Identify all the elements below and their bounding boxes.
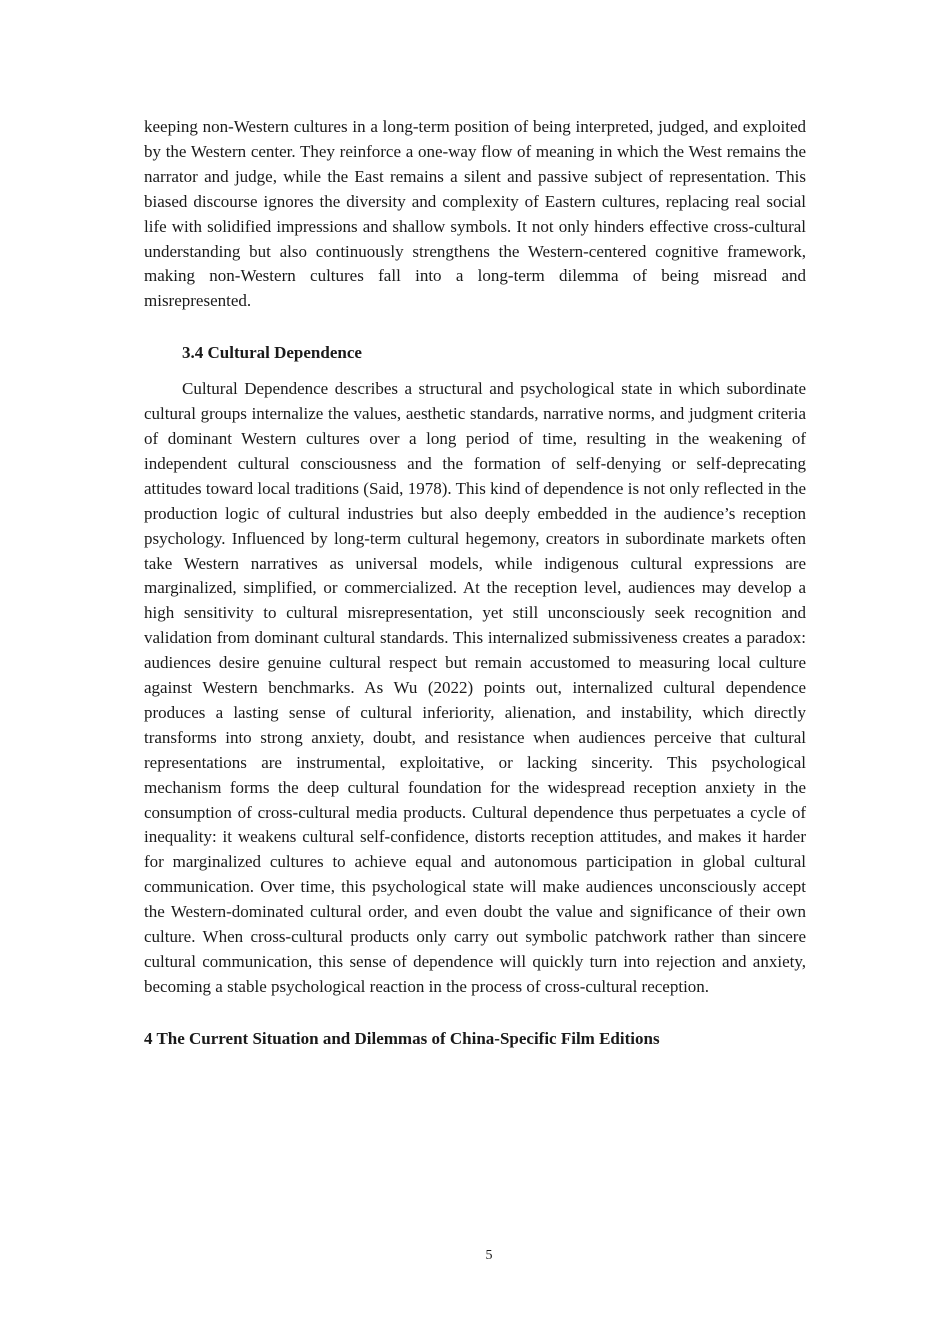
page-body [144,115,806,1052]
section-heading: 4 The Current Situation and Dilemmas of China-Specific Film Editions [144,1028,660,1048]
subsection-heading: 3.4 Cultural Dependence [182,343,362,363]
paragraph-cultural-dependence: Cultural Dependence describes a structural and psychological state in which subordinate cultural groups internalize the values, aesthetic standards, narrative norms, and judgment criteria of dominant Western cultures over a long period of time, resulting in the weakening of independent cultural consciousness and the formation of self-denying or self-deprecating attitudes toward local traditions (Said, 1978). This kind of dependence is not only reflected in the production logic of cultural industries but also deeply embedded in the audience’s reception psychology. Influenced by long-term cultural hegemony, creators in subordinate markets often take Western narratives as universal models, while indigenous cultural expressions are marginalized, simplified, or commercialized. At the reception level, audiences may develop a high sensitivity to cultural misrepresentation, yet still unconsciously seek recognition and validation from dominant cultural standards. This internalized submissiveness creates a paradox: audiences desire genuine cultural respect but remain accustomed to measuring local culture against Western benchmarks. As Wu (2022) points out, internalized cultural dependence produces a lasting sense of cultural inferiority, alienation, and instability, which directly transforms into strong anxiety, doubt, and resistance when audiences perceive that cultural representations are instrumental, exploitative, or lacking sincerity. This psychological mechanism forms the deep cultural foundation for the widespread reception anxiety in the consumption of cross-cultural media products. Cultural dependence thus perpetuates a cycle of inequality: it weakens cultural self-confidence, distorts reception attitudes, and makes it harder for marginalized cultures to achieve equal and autonomous participation in global cultural communication. Over time, this psychological state will make audiences unconsciously accept the Western-dominated cultural order, and even doubt the value and significance of their own culture. When cross-cultural products only carry out symbolic patchwork rather than sincere cultural communication, this sense of dependence will quickly turn into rejection and anxiety, becoming a stable psychological reaction in the process of cross-cultural reception. [144,379,806,996]
page-number: 5 [485,1248,493,1263]
paragraph-continuation: keeping non-Western cultures in a long-term position of being interpreted, judged, and exploited by the Western center. They reinforce a one-way flow of meaning in which the West remains the narrator and judge, while the East remains a silent and passive subject of representation. This biased discourse ignores the diversity and complexity of Eastern cultures, replacing real social life with solidified impressions and shallow symbols. It not only hinders effective cross-cultural understanding but also continuously strengthens the Western-centered cognitive framework, making non-Western cultures fall into a long-term dilemma of being misread and misrepresented. [144,117,806,311]
